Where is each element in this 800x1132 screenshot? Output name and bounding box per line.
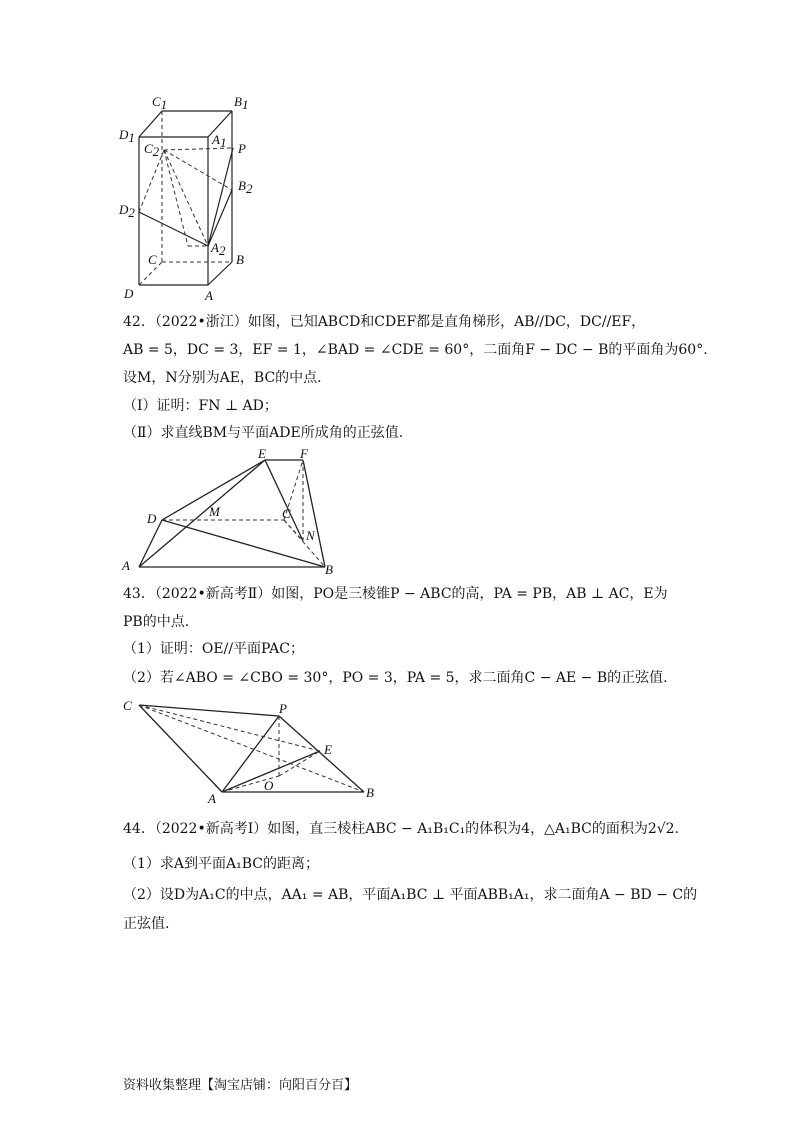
label-A2: A2 bbox=[211, 240, 226, 258]
p42-line-3: 设M，N分别为AE，BC的中点. bbox=[123, 370, 322, 386]
label-A1: A1 bbox=[212, 132, 227, 150]
label-B2: B2 bbox=[238, 178, 253, 196]
label-B1: B1 bbox=[234, 94, 249, 112]
p43-line-4: （2）若∠ABO = ∠CBO = 30°，PO = 3，PA = 5，求二面角C − AE − B的正弦值. bbox=[123, 670, 668, 686]
p44-line-1: 44．（2022•新高考Ⅰ）如图，直三棱柱ABC − A₁B₁C₁的体积为4，△A₁BC的面积为2√2. bbox=[123, 821, 680, 837]
p42-line-4: （Ⅰ）证明：FN ⊥ AD； bbox=[123, 398, 278, 414]
label-A: A bbox=[122, 558, 130, 573]
label-A: A bbox=[205, 288, 213, 303]
figure-42 bbox=[115, 442, 345, 577]
p44-line-3: （2）设D为A₁C的中点，AA₁ = AB，平面A₁BC ⊥ 平面ABB₁A₁，求二面角A − BD − C的 bbox=[123, 887, 698, 903]
label-O: O bbox=[264, 778, 274, 793]
label-D: D bbox=[124, 286, 134, 301]
label-C2: C2 bbox=[144, 141, 160, 159]
label-C: C bbox=[282, 506, 291, 521]
label-B: B bbox=[236, 252, 244, 267]
p43-line-3: （1）证明：OE//平面PAC； bbox=[123, 641, 304, 657]
p44-line-2: （1）求A到平面A₁BC的距离； bbox=[123, 856, 319, 872]
footer-source: 资料收集整理【淘宝店铺：向阳百分百】 bbox=[123, 1078, 358, 1093]
figure-43 bbox=[115, 692, 385, 807]
p43-line-1: 43．（2022•新高考Ⅱ）如图，PO是三棱锥P − ABC的高，PA = PB，AB ⊥ AC，E为 bbox=[123, 586, 668, 602]
label-A: A bbox=[208, 791, 216, 806]
label-F: F bbox=[300, 446, 308, 461]
label-P: P bbox=[238, 141, 246, 156]
label-E: E bbox=[258, 446, 266, 461]
label-P: P bbox=[279, 701, 287, 716]
prism-figure bbox=[110, 92, 270, 307]
label-E: E bbox=[324, 742, 332, 757]
p42-line-5: （Ⅱ）求直线BM与平面ADE所成角的正弦值. bbox=[123, 425, 404, 441]
label-C: C bbox=[148, 252, 157, 267]
label-D2: D2 bbox=[119, 202, 135, 220]
p44-line-4: 正弦值. bbox=[123, 916, 170, 932]
label-C: C bbox=[123, 698, 132, 713]
label-B: B bbox=[325, 562, 333, 577]
label-N: N bbox=[306, 528, 315, 543]
label-B: B bbox=[366, 785, 374, 800]
p42-line-1: 42．（2022•浙江）如图，已知ABCD和CDEF都是直角梯形，AB//DC，DC//EF， bbox=[123, 314, 646, 330]
label-M: M bbox=[209, 504, 220, 519]
label-D1: D1 bbox=[119, 127, 135, 145]
p42-line-2: AB = 5，DC = 3，EF = 1，∠BAD = ∠CDE = 60°，二面角F − DC − B的平面角为60°. bbox=[123, 342, 708, 358]
label-C1: C1 bbox=[152, 94, 168, 112]
label-D: D bbox=[147, 511, 157, 526]
p43-line-2: PB的中点. bbox=[123, 614, 190, 630]
